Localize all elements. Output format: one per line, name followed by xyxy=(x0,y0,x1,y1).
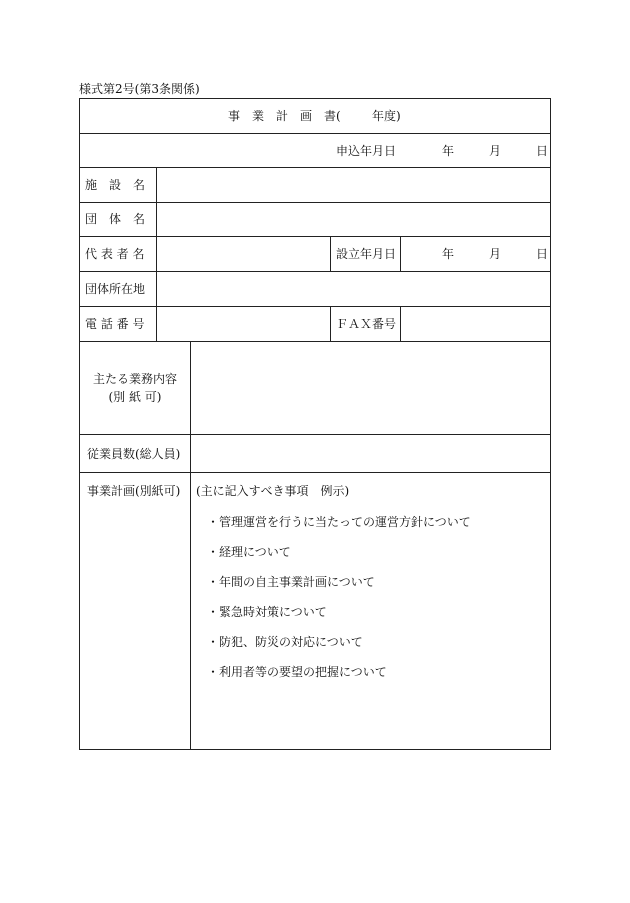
form-title: 事 業 計 画 書( xyxy=(228,109,341,123)
application-day-unit: 日 xyxy=(536,144,549,158)
col-divider xyxy=(330,306,331,341)
phone-label: 電 話 番 号 xyxy=(85,317,145,331)
fax-label: ＦＡＸ番号 xyxy=(336,317,397,331)
application-date-label: 申込年月日 xyxy=(336,144,397,158)
row-divider xyxy=(80,434,550,435)
title-year-suffix: 年度) xyxy=(372,109,401,123)
application-month-unit: 月 xyxy=(489,144,502,158)
row-divider xyxy=(80,271,550,272)
established-month-unit: 月 xyxy=(489,247,502,261)
row-divider xyxy=(80,202,550,203)
row-divider xyxy=(80,236,550,237)
main-business-note: (別 紙 可) xyxy=(108,390,162,404)
established-year-unit: 年 xyxy=(442,247,455,261)
row-divider xyxy=(80,167,550,168)
plan-item: ・管理運営を行うに当たっての運営方針について xyxy=(207,515,471,529)
plan-item: ・利用者等の要望の把握について xyxy=(207,665,387,679)
plan-item: ・年間の自主事業計画について xyxy=(207,575,375,589)
application-year-unit: 年 xyxy=(442,144,455,158)
business-plan-form xyxy=(79,98,551,750)
employees-label: 従業員数(総人員) xyxy=(87,447,181,461)
business-plan-label: 事業計画(別紙可) xyxy=(87,484,181,498)
address-label: 団体所在地 xyxy=(85,282,146,296)
plan-heading: (主に記入すべき事項 例示) xyxy=(196,484,350,498)
form-number-label: 様式第2号(第3条関係) xyxy=(79,82,200,96)
plan-item: ・経理について xyxy=(207,545,291,559)
row-divider xyxy=(80,133,550,134)
main-business-label: 主たる業務内容 xyxy=(92,372,178,386)
plan-item: ・緊急時対策について xyxy=(207,605,327,619)
representative-label: 代 表 者 名 xyxy=(85,247,145,261)
col-divider xyxy=(190,341,191,750)
facility-name-label: 施 設 名 xyxy=(85,178,146,192)
plan-item: ・防犯、防災の対応について xyxy=(207,635,363,649)
established-date-label: 設立年月日 xyxy=(336,247,397,261)
row-divider xyxy=(80,341,550,342)
established-day-unit: 日 xyxy=(536,247,549,261)
col-divider xyxy=(400,306,401,341)
row-divider xyxy=(80,306,550,307)
col-divider xyxy=(156,167,157,341)
group-name-label: 団 体 名 xyxy=(85,212,146,226)
col-divider xyxy=(330,236,331,271)
col-divider xyxy=(400,236,401,271)
row-divider xyxy=(80,472,550,473)
